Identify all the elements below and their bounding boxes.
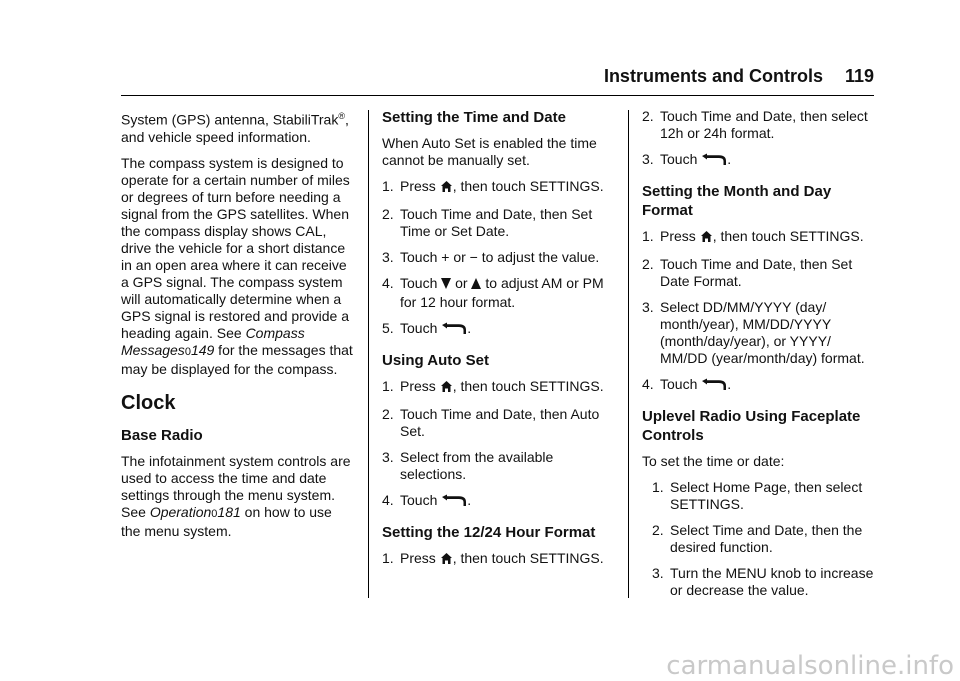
down-triangle-icon	[441, 277, 451, 294]
heading-uplevel-radio: Uplevel Radio Using Faceplate Controls	[642, 408, 861, 444]
paragraph: To set the time or date:	[642, 453, 785, 469]
time-steps	[382, 178, 620, 339]
watermark: carmanualsonline.info	[666, 651, 954, 681]
text: , then touch SETTINGS.	[712, 228, 864, 244]
text: Select Time and Date, then the desired function.	[670, 522, 863, 555]
step-number: 3.	[382, 249, 394, 265]
page-number: 119	[844, 66, 874, 86]
page-header	[0, 66, 874, 87]
paragraph	[121, 155, 353, 378]
page-reference-icon: 0	[184, 345, 191, 358]
text: .	[727, 151, 732, 167]
column-2	[382, 108, 620, 578]
uplevel-steps	[652, 479, 878, 599]
text: Touch Time and Date, then Set Date Format.	[660, 256, 853, 289]
step-number: 1.	[382, 378, 394, 394]
text: Select Home Page, then select SETTINGS.	[670, 479, 863, 512]
heading-time-date: Setting the Time and Date	[382, 109, 566, 126]
list-item	[642, 299, 878, 367]
list-item	[382, 492, 620, 511]
registered-mark: ®	[338, 111, 345, 121]
section-title: Instruments and Controls	[603, 66, 823, 86]
back-arrow-icon	[441, 494, 467, 511]
step-number: 5.	[382, 320, 394, 336]
text: System (GPS) antenna, StabiliTrak	[121, 111, 339, 128]
step-number: 1.	[382, 178, 394, 194]
paragraph: When Auto Set is enabled the time cannot be manually set.	[382, 135, 597, 168]
list-item	[652, 565, 878, 599]
list-item	[382, 449, 620, 483]
list-item	[382, 249, 620, 266]
text: The infotainment system controls are used to access the time and date settings through the menu system. See	[121, 452, 351, 520]
text: Press	[400, 550, 440, 566]
text: Touch Time and Date, then Set Time or Set Date.	[400, 206, 593, 239]
page-reference-icon: 0	[211, 507, 218, 520]
paragraph	[121, 453, 353, 540]
text: .	[467, 320, 472, 336]
step-number: 3.	[382, 449, 394, 465]
step-number: 4.	[382, 492, 394, 508]
step-number: 3.	[642, 299, 654, 315]
text: .	[727, 376, 732, 392]
list-item	[642, 256, 878, 290]
step-number: 1.	[652, 479, 664, 495]
cross-reference-link[interactable]: Compass Messages	[121, 324, 305, 358]
home-icon	[440, 180, 453, 197]
month-steps	[642, 228, 878, 395]
text: , and vehicle speed information.	[121, 111, 349, 145]
text: Touch	[400, 275, 442, 291]
heading-month-day-format: Setting the Month and Day Format	[642, 183, 832, 219]
list-item	[642, 108, 878, 142]
step-number: 2.	[382, 406, 394, 422]
list-item	[642, 151, 878, 170]
step-number: 2.	[642, 108, 654, 124]
steps-12-24	[382, 550, 620, 569]
text: , then touch SETTINGS.	[452, 178, 604, 194]
text: Touch	[400, 320, 442, 336]
header-rule	[121, 95, 874, 96]
text: Touch Time and Date, then Auto Set.	[400, 406, 600, 439]
list-item	[382, 550, 620, 569]
list-item	[382, 406, 620, 440]
text: The compass system is designed to operate for a certain number of miles or degrees of turn before needing a signal from the GPS satellites. When the compass display shows CAL, drive the vehicle for a short distance in an open area where it can receive a GPS signal. The compass system will automatically determine when a GPS signal is restored and provide a heading again. See	[121, 154, 350, 341]
back-arrow-icon	[441, 322, 467, 339]
column-3	[642, 108, 878, 608]
page-reference[interactable]: 149	[190, 341, 215, 358]
text: Touch	[660, 376, 702, 392]
text: Touch + or − to adjust the value.	[400, 249, 600, 265]
heading-12-24-format: Setting the 12/24 Hour Format	[382, 524, 596, 541]
list-item	[382, 178, 620, 197]
text: Turn the MENU knob to increase or decrease the value.	[670, 565, 874, 598]
home-icon	[440, 552, 453, 569]
text: or	[451, 275, 472, 291]
step-number: 3.	[642, 151, 654, 167]
heading-base-radio: Base Radio	[121, 426, 203, 444]
list-item	[652, 479, 878, 513]
text: .	[467, 492, 472, 508]
text: to adjust AM or PM for 12 hour format.	[400, 275, 604, 310]
back-arrow-icon	[701, 153, 727, 170]
text: Select from the available selections.	[400, 449, 554, 482]
list-item	[382, 206, 620, 240]
step-number: 1.	[642, 228, 654, 244]
step-number: 2.	[382, 206, 394, 222]
text: Touch	[400, 492, 442, 508]
paragraph	[121, 108, 353, 146]
text: on how to use the menu system.	[121, 503, 332, 539]
text: Touch	[660, 151, 702, 167]
text: for the messages that may be displayed for the compass.	[121, 341, 353, 377]
steps-12-24-continued	[642, 108, 878, 170]
list-item	[382, 378, 620, 397]
step-number: 1.	[382, 550, 394, 566]
heading-clock: Clock	[121, 391, 176, 414]
cross-reference-link[interactable]: Operation	[149, 503, 212, 520]
list-item	[642, 228, 878, 247]
step-number: 2.	[642, 256, 654, 272]
list-item	[642, 376, 878, 395]
list-item	[382, 320, 620, 339]
list-item	[382, 275, 620, 311]
column-divider	[368, 110, 369, 598]
text: , then touch SETTINGS.	[452, 550, 604, 566]
text: Select DD/MM/YYYY (day/ month/year), MM/DD/YYYY (month/day/year), or YYYY/ MM/DD (year/month/day) format.	[660, 299, 865, 366]
heading-auto-set: Using Auto Set	[382, 352, 489, 369]
auto-steps	[382, 378, 620, 511]
step-number: 4.	[642, 376, 654, 392]
text: , then touch SETTINGS.	[452, 378, 604, 394]
page-reference[interactable]: 181	[217, 503, 241, 520]
text: Press	[660, 228, 700, 244]
up-triangle-icon	[471, 277, 481, 294]
step-number: 4.	[382, 275, 394, 291]
list-item	[652, 522, 878, 556]
column-1	[121, 108, 353, 549]
text: Press	[400, 378, 440, 394]
back-arrow-icon	[701, 378, 727, 395]
home-icon	[440, 380, 453, 397]
text: Press	[400, 178, 440, 194]
home-icon	[700, 230, 713, 247]
step-number: 3.	[652, 565, 664, 581]
text: Touch Time and Date, then select 12h or 24h format.	[660, 108, 868, 141]
column-divider	[628, 110, 629, 598]
step-number: 2.	[652, 522, 664, 538]
